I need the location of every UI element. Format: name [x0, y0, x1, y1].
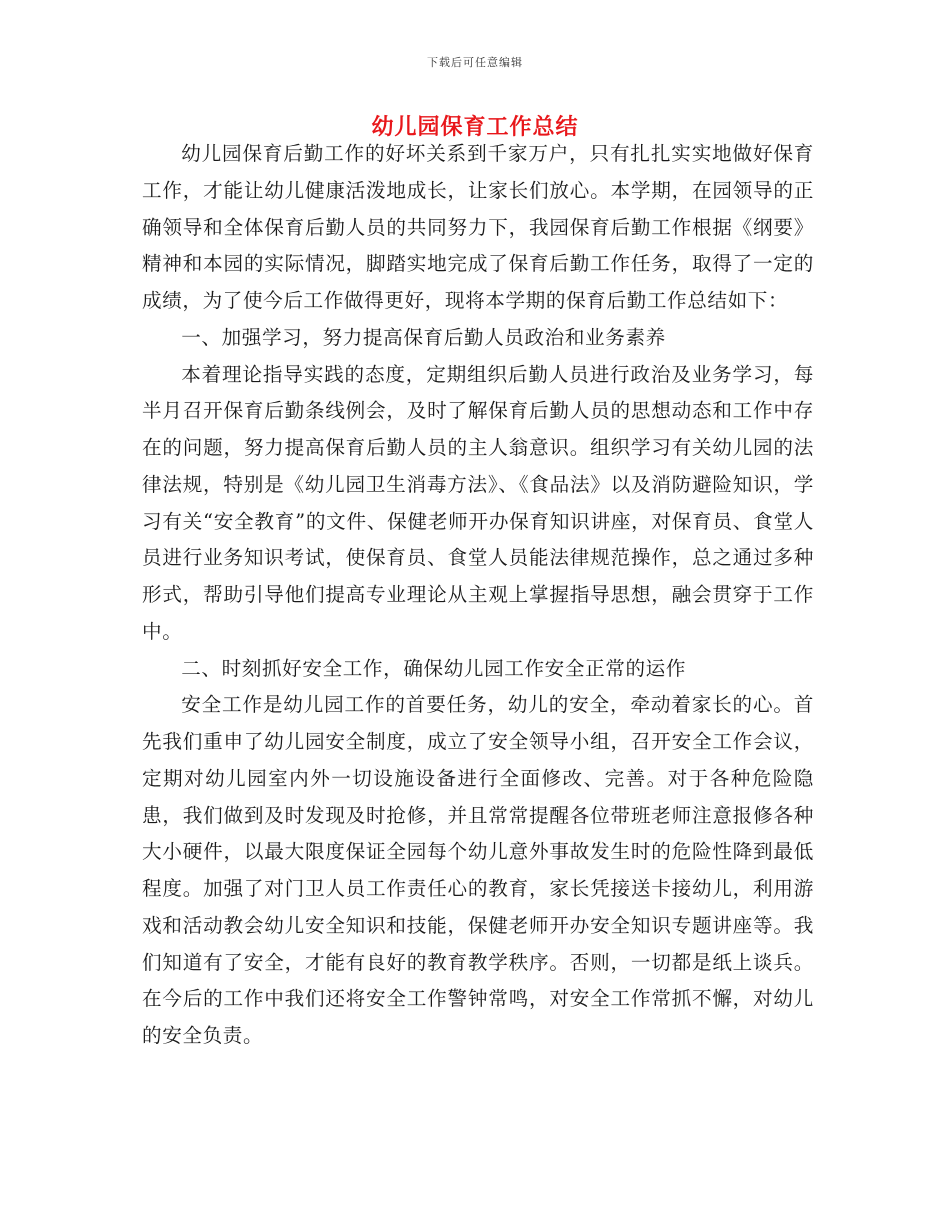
section-heading-2: 二、时刻抓好安全工作，确保幼儿园工作安全正常的运作	[181, 656, 687, 680]
header-note: 下载后可任意编辑	[427, 56, 523, 69]
intro-paragraph: 幼儿园保育后勤工作的好坏关系到千家万户，只有扎扎实实地做好保育工作，才能让幼儿健康活泼地成长，让家长们放心。本学期，在园领导的正确领导和全体保育后勤人员的共同努力下，我园保育后勤工作根据《纲要》精神和本园的实际情况，脚踏实地完成了保育后勤工作任务，取得了一定的成绩，为了使今后工作做得更好，现将本学期的保育后勤工作总结如下：	[142, 142, 814, 312]
section-heading-1: 一、加强学习，努力提高保育后勤人员政治和业务素养	[181, 325, 666, 349]
document-body	[142, 136, 814, 1055]
document-title: 幼儿园保育工作总结	[371, 115, 579, 140]
section-paragraph-2: 安全工作是幼儿园工作的首要任务，幼儿的安全，牵动着家长的心。首先我们重申了幼儿园安全制度，成立了安全领导小组，召开安全工作会议，定期对幼儿园室内外一切设施设备进行全面修改、完善。对于各种危险隐患，我们做到及时发现及时抢修，并且常常提醒各位带班老师注意报修各种大小硬件，以最大限度保证全园每个幼儿意外事故发生时的危险性降到最低程度。加强了对门卫人员工作责任心的教育，家长凭接送卡接幼儿，利用游戏和活动教会幼儿安全知识和技能，保健老师开办安全知识专题讲座等。我们知道有了安全，才能有良好的教育教学秩序。否则，一切都是纸上谈兵。在今后的工作中我们还将安全工作警钟常鸣，对安全工作常抓不懈，对幼儿的安全负责。	[142, 693, 814, 1047]
section-paragraph-1: 本着理论指导实践的态度，定期组织后勤人员进行政治及业务学习，每半月召开保育后勤条线例会，及时了解保育后勤人员的思想动态和工作中存在的问题，努力提高保育后勤人员的主人翁意识。组织学习有关幼儿园的法律法规，特别是《幼儿园卫生消毒方法》、《食品法》以及消防避险知识，学习有关“安全教育”的文件、保健老师开办保育知识讲座，对保育员、食堂人员进行业务知识考试，使保育员、食堂人员能法律规范操作，总之通过多种形式，帮助引导他们提高专业理论从主观上掌握指导思想，融会贯穿于工作中。	[142, 362, 814, 643]
